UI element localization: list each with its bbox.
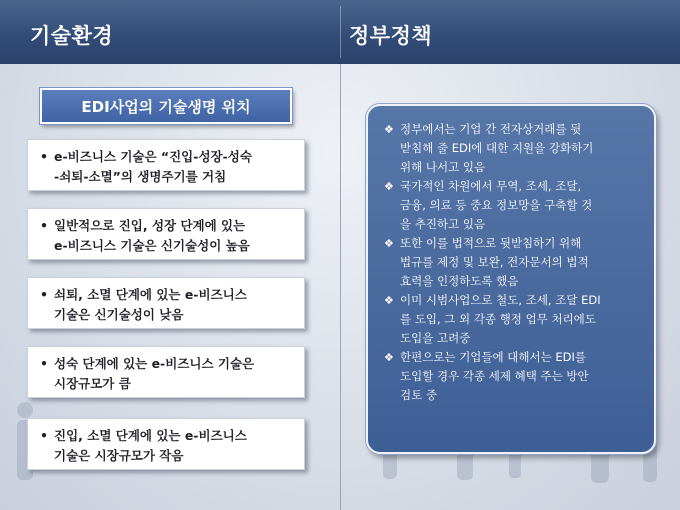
diamond-bullet-icon: ❖ bbox=[384, 237, 394, 250]
policy-line: 국가적인 차원에서 무역, 조세, 조달, bbox=[400, 179, 582, 193]
card-line: 성숙 단계에 있는 e-비즈니스 기술은 bbox=[54, 356, 255, 371]
policy-line: 또한 이를 법적으로 뒷받침하기 위해 bbox=[400, 236, 582, 250]
card-bullet: • bbox=[40, 428, 48, 443]
policy-line: 도입을 고려중 bbox=[400, 331, 471, 345]
left-section-title: 기술환경 bbox=[30, 24, 114, 48]
right-section-title: 정부정책 bbox=[349, 24, 433, 48]
policy-line: 정부에서는 기업 간 전자상거래를 뒷 bbox=[400, 122, 582, 136]
diamond-bullet-icon: ❖ bbox=[384, 180, 394, 193]
info-card bbox=[27, 418, 305, 470]
policy-line: 을 추진하고 있음 bbox=[400, 217, 486, 231]
info-card bbox=[27, 346, 305, 398]
policy-item bbox=[384, 234, 644, 291]
info-card bbox=[27, 139, 305, 191]
policy-line: 를 도입, 그 외 각종 행정 업무 처리에도 bbox=[400, 312, 596, 326]
card-line: -쇠퇴-소멸”의 생명주기를 거침 bbox=[54, 169, 227, 184]
policy-line: 검토 중 bbox=[400, 388, 437, 402]
policy-line: 금융, 의료 등 중요 정보망을 구축할 것 bbox=[400, 198, 593, 212]
card-line: e-비즈니스 기술은 신기술성이 높음 bbox=[54, 238, 250, 253]
card-bullet: • bbox=[40, 149, 48, 164]
policy-line: 법규를 제정 및 보완, 전자문서의 법적 bbox=[400, 255, 589, 269]
card-bullet: • bbox=[40, 287, 48, 302]
policy-line: 효력을 인정하도록 했음 bbox=[400, 274, 519, 288]
card-line: 진입, 소멸 단계에 있는 e-비즈니스 bbox=[54, 428, 247, 443]
card-bullet: • bbox=[40, 218, 48, 233]
policy-item bbox=[384, 348, 644, 405]
card-line: 일반적으로 진입, 성장 단계에 있는 bbox=[54, 218, 246, 233]
policy-line: 한편으로는 기업들에 대해서는 EDI를 bbox=[400, 350, 587, 364]
policy-item bbox=[384, 120, 644, 177]
info-card bbox=[27, 208, 305, 260]
info-card bbox=[27, 277, 305, 329]
slide-header bbox=[0, 0, 680, 64]
topic-title-box bbox=[40, 88, 292, 124]
card-bullet: • bbox=[40, 356, 48, 371]
card-line: 기술은 시장규모가 작음 bbox=[54, 448, 184, 463]
policy-item bbox=[384, 177, 644, 234]
card-line: 기술은 신기술성이 낮음 bbox=[54, 307, 184, 322]
policy-line: 도입할 경우 각종 세제 혜택 주는 방안 bbox=[400, 369, 589, 383]
diamond-bullet-icon: ❖ bbox=[384, 294, 394, 307]
policy-line: 위해 나서고 있음 bbox=[400, 160, 486, 174]
policy-panel bbox=[366, 104, 656, 454]
policy-line: 받침해 줄 EDI에 대한 지원을 강화하기 bbox=[400, 141, 594, 155]
header-divider bbox=[340, 6, 341, 58]
diamond-bullet-icon: ❖ bbox=[384, 351, 394, 364]
policy-line: 이미 시범사업으로 철도, 조세, 조달 EDI bbox=[400, 293, 601, 307]
card-line: e-비즈니스 기술은 “진입-성장-성숙 bbox=[54, 149, 252, 164]
diamond-bullet-icon: ❖ bbox=[384, 123, 394, 136]
topic-title-label: EDI사업의 기술생명 위치 bbox=[81, 97, 251, 116]
card-line: 시장규모가 큼 bbox=[54, 376, 131, 391]
policy-item bbox=[384, 291, 644, 348]
card-line: 쇠퇴, 소멸 단계에 있는 e-비즈니스 bbox=[54, 287, 247, 302]
